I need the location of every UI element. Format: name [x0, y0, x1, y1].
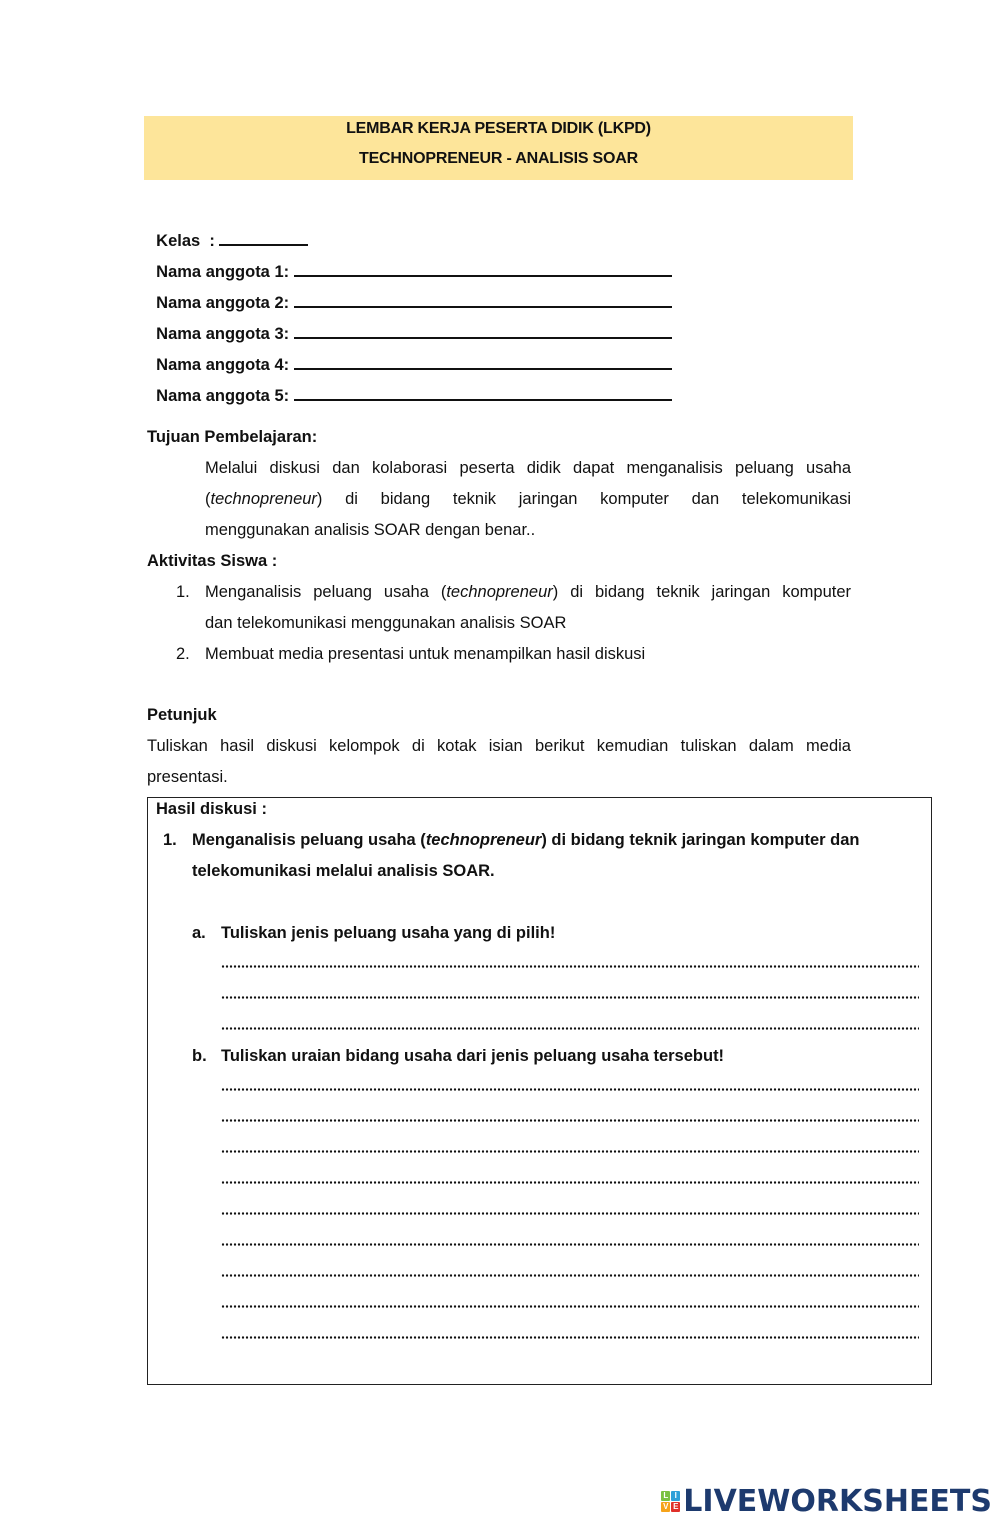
hasil-diskusi-box — [147, 797, 932, 1385]
member-2-label: Nama anggota 2: — [156, 294, 294, 312]
member-5-input[interactable] — [294, 385, 672, 401]
tujuan-line-3: menggunakan analisis SOAR dengan benar.. — [205, 521, 536, 539]
sub-question-b-letter: b. — [192, 1047, 207, 1065]
title-banner — [144, 116, 853, 180]
liveworksheets-logo[interactable] — [661, 1484, 992, 1519]
answer-a-line-3[interactable] — [221, 1027, 919, 1030]
petunjuk-line-1: Tuliskan hasil diskusi kelompok di kotak isian berikut kemudian tuliskan dalam media — [147, 737, 851, 755]
answer-b-line-1[interactable] — [221, 1088, 919, 1091]
hasil-heading: Hasil diskusi : — [156, 800, 267, 818]
tujuan-line-2: (technopreneur) di bidang teknik jaringan komputer dan telekomunikasi — [205, 490, 851, 508]
member-5-label: Nama anggota 5: — [156, 387, 294, 405]
answer-b-line-7[interactable] — [221, 1274, 919, 1277]
member-4-label: Nama anggota 4: — [156, 356, 294, 374]
petunjuk-heading: Petunjuk — [147, 706, 217, 724]
answer-b-line-8[interactable] — [221, 1305, 919, 1308]
answer-a-line-1[interactable] — [221, 965, 919, 968]
sub-question-a-text: Tuliskan jenis peluang usaha yang di pilih! — [221, 924, 556, 942]
petunjuk-line-2: presentasi. — [147, 768, 228, 786]
answer-b-line-6[interactable] — [221, 1243, 919, 1246]
answer-b-line-9[interactable] — [221, 1336, 919, 1339]
answer-a-line-2[interactable] — [221, 996, 919, 999]
aktivitas-item-2-number: 2. — [176, 645, 190, 663]
tujuan-line-1: Melalui diskusi dan kolaborasi peserta didik dapat menganalisis peluang usaha — [205, 459, 851, 477]
question-1-number: 1. — [163, 831, 177, 849]
aktivitas-item-1: Menganalisis peluang usaha (technopreneur) di bidang teknik jaringan komputer — [205, 583, 851, 601]
live-blocks-icon: L I V E — [663, 1491, 679, 1511]
aktivitas-heading: Aktivitas Siswa : — [147, 552, 278, 570]
sub-question-b-text: Tuliskan uraian bidang usaha dari jenis peluang usaha tersebut! — [221, 1047, 725, 1065]
member-1-label: Nama anggota 1: — [156, 263, 294, 281]
aktivitas-item-1-line-2: dan telekomunikasi menggunakan analisis SOAR — [205, 614, 567, 632]
document-subtitle: TECHNOPRENEUR - ANALISIS SOAR — [359, 150, 638, 167]
document-title: LEMBAR KERJA PESERTA DIDIK (LKPD) — [346, 120, 651, 137]
answer-b-line-4[interactable] — [221, 1181, 919, 1184]
logo-wordmark: LIVEWORKSHEETS — [683, 1484, 992, 1519]
question-1-line-2: telekomunikasi melalui analisis SOAR. — [192, 862, 495, 880]
member-3-label: Nama anggota 3: — [156, 325, 294, 343]
answer-b-line-2[interactable] — [221, 1119, 919, 1122]
answer-b-line-3[interactable] — [221, 1150, 919, 1153]
kelas-label: Kelas : — [156, 232, 220, 250]
answer-b-line-5[interactable] — [221, 1212, 919, 1215]
aktivitas-item-2: Membuat media presentasi untuk menampilkan hasil diskusi — [205, 645, 646, 663]
question-1-text: Menganalisis peluang usaha (technopreneur) di bidang teknik jaringan komputer dan — [192, 831, 860, 849]
tujuan-heading: Tujuan Pembelajaran: — [147, 428, 318, 446]
aktivitas-item-1-number: 1. — [176, 583, 190, 601]
sub-question-a-letter: a. — [192, 924, 206, 942]
member-5-field — [147, 366, 672, 406]
